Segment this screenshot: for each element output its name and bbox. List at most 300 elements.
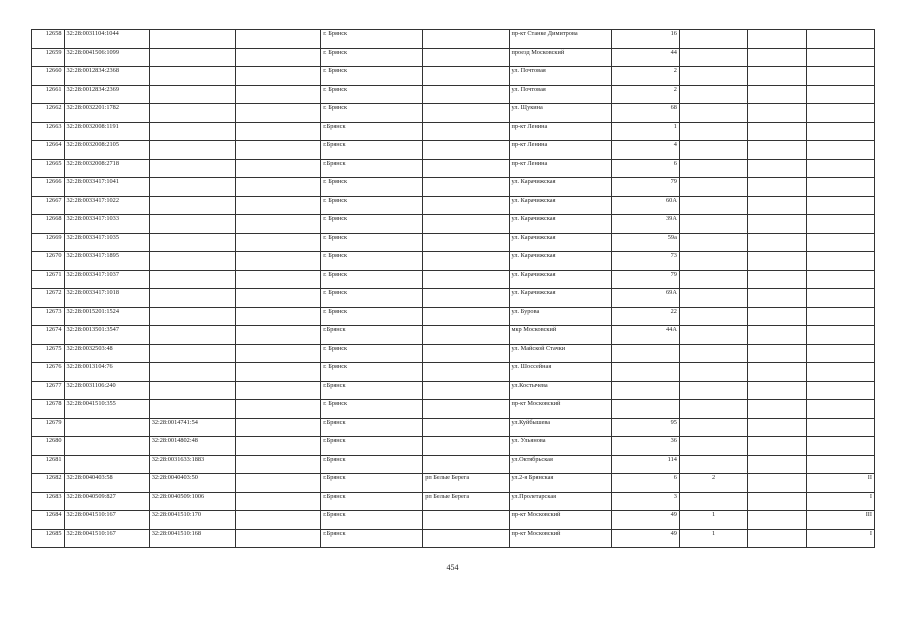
table-cell bbox=[149, 363, 235, 382]
table-cell: 32:28:0040403:58 bbox=[64, 474, 149, 493]
table-cell: 12670 bbox=[32, 252, 65, 271]
table-cell: г.Брянск bbox=[321, 529, 423, 548]
table-cell: ул. Карачижская bbox=[509, 178, 611, 197]
table-cell bbox=[149, 344, 235, 363]
table-cell bbox=[236, 492, 321, 511]
table-cell bbox=[679, 85, 747, 104]
table-cell bbox=[748, 511, 806, 530]
table-cell bbox=[679, 307, 747, 326]
table-cell bbox=[423, 233, 509, 252]
table-cell bbox=[806, 215, 874, 234]
table-cell: 69А bbox=[611, 289, 679, 308]
table-cell bbox=[806, 233, 874, 252]
table-row bbox=[32, 196, 875, 215]
table-cell: проезд Московский bbox=[509, 48, 611, 67]
table-cell bbox=[423, 437, 509, 456]
table-cell bbox=[149, 289, 235, 308]
table-cell bbox=[423, 104, 509, 123]
table-cell: г. Брянск bbox=[321, 178, 423, 197]
table-cell: 32:28:0032503:48 bbox=[64, 344, 149, 363]
table-cell bbox=[423, 400, 509, 419]
table-cell: 12673 bbox=[32, 307, 65, 326]
table-cell: г. Брянск bbox=[321, 196, 423, 215]
table-cell: 73 bbox=[611, 252, 679, 271]
table-cell: 12664 bbox=[32, 141, 65, 160]
table-cell bbox=[423, 196, 509, 215]
table-cell bbox=[423, 141, 509, 160]
table-row bbox=[32, 252, 875, 271]
table-cell: 32:28:0041510:168 bbox=[149, 529, 235, 548]
table-cell: 12671 bbox=[32, 270, 65, 289]
table-cell bbox=[423, 270, 509, 289]
table-cell: 12669 bbox=[32, 233, 65, 252]
table-cell bbox=[423, 85, 509, 104]
table-cell: 32:28:0013501:3547 bbox=[64, 326, 149, 345]
table-cell: ул. Шоссейная bbox=[509, 363, 611, 382]
table-cell: I bbox=[806, 492, 874, 511]
table-cell: 12663 bbox=[32, 122, 65, 141]
table-cell: г. Брянск bbox=[321, 344, 423, 363]
table-cell: 12668 bbox=[32, 215, 65, 234]
table-cell: г. Брянск bbox=[321, 363, 423, 382]
table-cell bbox=[611, 363, 679, 382]
table-cell: 114 bbox=[611, 455, 679, 474]
table-cell bbox=[748, 363, 806, 382]
table-cell: ул. Бурова bbox=[509, 307, 611, 326]
table-cell bbox=[806, 418, 874, 437]
table-cell: 44А bbox=[611, 326, 679, 345]
table-cell: г.Брянск bbox=[321, 455, 423, 474]
table-row bbox=[32, 474, 875, 493]
table-cell: г.Брянск bbox=[321, 474, 423, 493]
table-cell: г.Брянск bbox=[321, 437, 423, 456]
table-cell bbox=[748, 326, 806, 345]
table-cell: г. Брянск bbox=[321, 67, 423, 86]
table-cell bbox=[806, 159, 874, 178]
table-cell bbox=[748, 141, 806, 160]
table-cell: г.Брянск bbox=[321, 122, 423, 141]
table-cell: 49 bbox=[611, 529, 679, 548]
table-cell: г. Брянск bbox=[321, 48, 423, 67]
table-cell bbox=[611, 400, 679, 419]
table-cell bbox=[149, 326, 235, 345]
table-cell bbox=[423, 215, 509, 234]
table-cell: 32:28:0041506:1099 bbox=[64, 48, 149, 67]
table-cell bbox=[748, 104, 806, 123]
table-cell bbox=[748, 492, 806, 511]
table-cell bbox=[149, 233, 235, 252]
table-row bbox=[32, 104, 875, 123]
table-cell: пр-кт Ленина bbox=[509, 159, 611, 178]
table-row bbox=[32, 67, 875, 86]
table-cell: 12660 bbox=[32, 67, 65, 86]
table-cell bbox=[236, 400, 321, 419]
table-cell bbox=[611, 344, 679, 363]
table-cell bbox=[748, 252, 806, 271]
table-cell bbox=[679, 30, 747, 49]
table-cell: пр-кт Московский bbox=[509, 511, 611, 530]
table-cell bbox=[748, 233, 806, 252]
table-cell bbox=[236, 363, 321, 382]
table-cell: 68 bbox=[611, 104, 679, 123]
table-cell bbox=[236, 178, 321, 197]
table-cell: I bbox=[806, 529, 874, 548]
table-row bbox=[32, 233, 875, 252]
table-row bbox=[32, 159, 875, 178]
table-cell bbox=[236, 85, 321, 104]
table-cell: 32:28:0033417:1041 bbox=[64, 178, 149, 197]
table-cell bbox=[423, 48, 509, 67]
table-cell: ул. Почтовая bbox=[509, 67, 611, 86]
table-cell bbox=[236, 104, 321, 123]
table-cell bbox=[423, 159, 509, 178]
table-cell bbox=[748, 30, 806, 49]
table-cell: 32:28:0032201:1782 bbox=[64, 104, 149, 123]
table-cell bbox=[806, 30, 874, 49]
table-cell bbox=[679, 492, 747, 511]
table-row bbox=[32, 400, 875, 419]
table-cell: г. Брянск bbox=[321, 233, 423, 252]
table-cell: пр-кт Московский bbox=[509, 529, 611, 548]
table-cell bbox=[423, 307, 509, 326]
table-cell bbox=[679, 381, 747, 400]
table-cell bbox=[236, 344, 321, 363]
table-cell: 4 bbox=[611, 141, 679, 160]
table-cell: г. Брянск bbox=[321, 215, 423, 234]
table-cell bbox=[423, 122, 509, 141]
table-cell: 32:28:0031104:1044 bbox=[64, 30, 149, 49]
table-cell bbox=[679, 326, 747, 345]
table-cell: 32:28:0012834:2368 bbox=[64, 67, 149, 86]
table-cell: рп Белые Берега bbox=[423, 474, 509, 493]
table-cell: мкр Московский bbox=[509, 326, 611, 345]
table-cell bbox=[149, 215, 235, 234]
table-cell bbox=[806, 67, 874, 86]
table-cell bbox=[748, 85, 806, 104]
table-cell: 12683 bbox=[32, 492, 65, 511]
table-cell: 22 bbox=[611, 307, 679, 326]
table-cell bbox=[748, 474, 806, 493]
table-cell bbox=[423, 418, 509, 437]
table-cell: 32:28:0015201:1524 bbox=[64, 307, 149, 326]
table-cell: г. Брянск bbox=[321, 289, 423, 308]
table-cell: г. Брянск bbox=[321, 252, 423, 271]
table-cell: г.Брянск bbox=[321, 381, 423, 400]
table-cell: 12675 bbox=[32, 344, 65, 363]
table-cell bbox=[679, 233, 747, 252]
table-cell: 32:28:0041510:355 bbox=[64, 400, 149, 419]
table-cell bbox=[679, 437, 747, 456]
table-cell bbox=[236, 48, 321, 67]
table-cell bbox=[679, 178, 747, 197]
table-cell: г.Брянск bbox=[321, 418, 423, 437]
table-cell: ул. Карачижская bbox=[509, 196, 611, 215]
table-cell: 32:28:0033417:1035 bbox=[64, 233, 149, 252]
table-cell bbox=[679, 141, 747, 160]
table-cell bbox=[611, 381, 679, 400]
table-row bbox=[32, 289, 875, 308]
table-cell bbox=[748, 122, 806, 141]
table-cell: 32:28:0033417:1037 bbox=[64, 270, 149, 289]
table-row bbox=[32, 326, 875, 345]
table-cell: 12659 bbox=[32, 48, 65, 67]
table-cell bbox=[679, 67, 747, 86]
table-cell: ул. Почтовая bbox=[509, 85, 611, 104]
table-row bbox=[32, 141, 875, 160]
table-cell: 36 bbox=[611, 437, 679, 456]
table-cell bbox=[806, 437, 874, 456]
table-cell bbox=[236, 437, 321, 456]
table-cell bbox=[679, 252, 747, 271]
table-cell: 32:28:0033417:1895 bbox=[64, 252, 149, 271]
table-cell: 32:28:0014741:54 bbox=[149, 418, 235, 437]
table-cell bbox=[423, 455, 509, 474]
table-row bbox=[32, 30, 875, 49]
table-cell bbox=[806, 122, 874, 141]
table-cell: 16 bbox=[611, 30, 679, 49]
table-cell: ул.Костычева bbox=[509, 381, 611, 400]
table-row bbox=[32, 178, 875, 197]
table-row bbox=[32, 344, 875, 363]
table-cell: пр-кт Станке Димитрова bbox=[509, 30, 611, 49]
table-cell: 32:28:0033417:1018 bbox=[64, 289, 149, 308]
table-cell: пр-кт Московский bbox=[509, 400, 611, 419]
table-cell bbox=[236, 289, 321, 308]
table-cell: ул.Октябрьская bbox=[509, 455, 611, 474]
table-cell: 32:28:0032008:1191 bbox=[64, 122, 149, 141]
table-cell: 12662 bbox=[32, 104, 65, 123]
table-cell bbox=[149, 252, 235, 271]
table-cell bbox=[423, 529, 509, 548]
table-cell: 12674 bbox=[32, 326, 65, 345]
table-cell bbox=[236, 215, 321, 234]
table-cell bbox=[806, 104, 874, 123]
table-cell: 79 bbox=[611, 270, 679, 289]
table-cell bbox=[149, 141, 235, 160]
table-cell: 95 bbox=[611, 418, 679, 437]
table-cell: III bbox=[806, 511, 874, 530]
table-cell: 32:28:0033417:1033 bbox=[64, 215, 149, 234]
table-cell bbox=[149, 30, 235, 49]
table-cell: пр-кт Ленина bbox=[509, 141, 611, 160]
table-row bbox=[32, 381, 875, 400]
table-cell: г.Брянск bbox=[321, 326, 423, 345]
table-cell bbox=[423, 363, 509, 382]
table-cell bbox=[679, 104, 747, 123]
table-cell: 49 bbox=[611, 511, 679, 530]
table-cell bbox=[748, 67, 806, 86]
table-cell: г. Брянск bbox=[321, 270, 423, 289]
table-cell bbox=[236, 307, 321, 326]
table-row bbox=[32, 511, 875, 530]
table-cell: г.Брянск bbox=[321, 492, 423, 511]
table-cell bbox=[423, 30, 509, 49]
table-cell bbox=[679, 159, 747, 178]
table-cell bbox=[806, 270, 874, 289]
table-cell: ул. Карачижская bbox=[509, 215, 611, 234]
table-cell: 12658 bbox=[32, 30, 65, 49]
table-cell: пр-кт Ленина bbox=[509, 122, 611, 141]
table-cell bbox=[806, 48, 874, 67]
table-cell bbox=[679, 215, 747, 234]
table-cell: 12678 bbox=[32, 400, 65, 419]
table-cell bbox=[423, 381, 509, 400]
table-cell bbox=[679, 344, 747, 363]
table-cell bbox=[806, 400, 874, 419]
table-cell: ул. Ульянова bbox=[509, 437, 611, 456]
table-cell bbox=[806, 289, 874, 308]
register-table bbox=[31, 29, 875, 548]
table-cell bbox=[423, 344, 509, 363]
table-cell: 79 bbox=[611, 178, 679, 197]
table-cell bbox=[149, 85, 235, 104]
table-cell bbox=[423, 252, 509, 271]
table-cell bbox=[236, 122, 321, 141]
table-cell bbox=[423, 67, 509, 86]
table-cell: 32:28:0041510:167 bbox=[64, 511, 149, 530]
table-cell bbox=[679, 48, 747, 67]
table-cell bbox=[748, 307, 806, 326]
table-row bbox=[32, 455, 875, 474]
table-cell: г.Брянск bbox=[321, 511, 423, 530]
table-cell bbox=[806, 307, 874, 326]
table-cell bbox=[149, 196, 235, 215]
table-row bbox=[32, 529, 875, 548]
page-number: 454 bbox=[446, 563, 459, 572]
table-cell bbox=[679, 122, 747, 141]
table-cell bbox=[149, 307, 235, 326]
table-cell bbox=[149, 178, 235, 197]
table-cell: г. Брянск bbox=[321, 307, 423, 326]
table-cell: 12672 bbox=[32, 289, 65, 308]
table-row bbox=[32, 85, 875, 104]
table-cell: 12685 bbox=[32, 529, 65, 548]
table-cell bbox=[149, 122, 235, 141]
table-cell bbox=[748, 289, 806, 308]
table-row bbox=[32, 215, 875, 234]
table-cell bbox=[806, 326, 874, 345]
table-cell: II bbox=[806, 474, 874, 493]
table-cell: 2 bbox=[611, 85, 679, 104]
table-cell bbox=[806, 455, 874, 474]
table-cell: 12682 bbox=[32, 474, 65, 493]
table-cell bbox=[236, 159, 321, 178]
table-cell: 32:28:0012834:2369 bbox=[64, 85, 149, 104]
table-cell bbox=[748, 48, 806, 67]
table-cell: ул.2-я Брянская bbox=[509, 474, 611, 493]
table-cell bbox=[236, 233, 321, 252]
table-cell: г.Брянск bbox=[321, 159, 423, 178]
table-cell: ул.Куйбышева bbox=[509, 418, 611, 437]
table-row bbox=[32, 418, 875, 437]
table-row bbox=[32, 307, 875, 326]
table-cell bbox=[236, 67, 321, 86]
table-cell bbox=[236, 326, 321, 345]
table-cell bbox=[149, 381, 235, 400]
table-cell bbox=[679, 418, 747, 437]
table-cell bbox=[679, 400, 747, 419]
table-row bbox=[32, 437, 875, 456]
table-cell: 12665 bbox=[32, 159, 65, 178]
table-cell bbox=[806, 344, 874, 363]
table-cell: 32:28:0032008:2105 bbox=[64, 141, 149, 160]
table-cell bbox=[236, 511, 321, 530]
table-cell bbox=[748, 159, 806, 178]
table-cell: 32:28:0013104:76 bbox=[64, 363, 149, 382]
table-cell bbox=[748, 178, 806, 197]
table-cell: 32:28:0040403:50 bbox=[149, 474, 235, 493]
table-cell: рп Белые Берега bbox=[423, 492, 509, 511]
table-cell: 60А bbox=[611, 196, 679, 215]
table-cell bbox=[149, 270, 235, 289]
table-cell: г. Брянск bbox=[321, 85, 423, 104]
table-cell bbox=[748, 215, 806, 234]
table-cell bbox=[748, 344, 806, 363]
table-cell bbox=[149, 104, 235, 123]
table-cell bbox=[748, 270, 806, 289]
table-cell: 12681 bbox=[32, 455, 65, 474]
table-row bbox=[32, 122, 875, 141]
table-row bbox=[32, 363, 875, 382]
table-cell: 6 bbox=[611, 159, 679, 178]
table-cell bbox=[423, 289, 509, 308]
table-cell bbox=[423, 178, 509, 197]
table-cell bbox=[806, 196, 874, 215]
table-cell bbox=[748, 437, 806, 456]
table-cell: ул. Карачижская bbox=[509, 270, 611, 289]
table-cell bbox=[64, 455, 149, 474]
table-cell: 44 bbox=[611, 48, 679, 67]
table-cell: 59а bbox=[611, 233, 679, 252]
table-body bbox=[32, 30, 875, 548]
table-cell: 32:28:0041510:167 bbox=[64, 529, 149, 548]
table-cell bbox=[806, 381, 874, 400]
table-cell: ул. Карачижская bbox=[509, 289, 611, 308]
table-cell: 39А bbox=[611, 215, 679, 234]
table-cell bbox=[236, 30, 321, 49]
table-cell bbox=[236, 252, 321, 271]
table-cell: 32:28:0040509:1006 bbox=[149, 492, 235, 511]
table-cell bbox=[748, 529, 806, 548]
table-cell: 12677 bbox=[32, 381, 65, 400]
table-cell: 32:28:0031633:1883 bbox=[149, 455, 235, 474]
table-cell: 32:28:0033417:1022 bbox=[64, 196, 149, 215]
table-cell: 2 bbox=[679, 474, 747, 493]
table-cell: г. Брянск bbox=[321, 30, 423, 49]
table-cell bbox=[423, 326, 509, 345]
table-cell: 2 bbox=[611, 67, 679, 86]
table-cell bbox=[748, 196, 806, 215]
table-cell bbox=[748, 418, 806, 437]
table-cell bbox=[806, 178, 874, 197]
table-cell: ул. Щукина bbox=[509, 104, 611, 123]
table-cell bbox=[748, 455, 806, 474]
table-cell: 6 bbox=[611, 474, 679, 493]
table-cell bbox=[149, 67, 235, 86]
table-cell: 12680 bbox=[32, 437, 65, 456]
table-cell: ул. Карачижская bbox=[509, 233, 611, 252]
table-cell bbox=[748, 400, 806, 419]
table-cell bbox=[806, 363, 874, 382]
table-cell: 32:28:0041510:170 bbox=[149, 511, 235, 530]
table-row bbox=[32, 492, 875, 511]
table-cell: 12667 bbox=[32, 196, 65, 215]
table-cell: 12661 bbox=[32, 85, 65, 104]
table-cell bbox=[149, 159, 235, 178]
table-cell: ул. Майской Стачки bbox=[509, 344, 611, 363]
table-cell bbox=[679, 289, 747, 308]
table-cell: 12684 bbox=[32, 511, 65, 530]
